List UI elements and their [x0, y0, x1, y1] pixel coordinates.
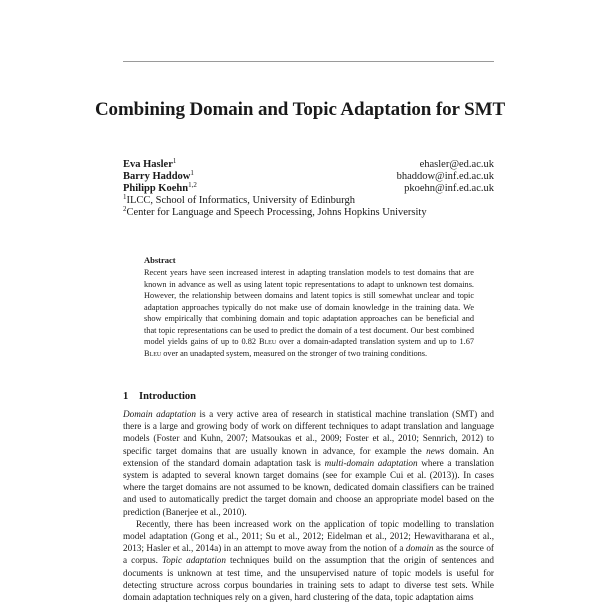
introduction-body — [123, 408, 494, 603]
paragraph-text: as the source of a corpus. — [123, 543, 494, 566]
section-heading — [123, 391, 196, 402]
author-email[interactable]: ehasler@ed.ac.uk — [419, 159, 494, 170]
emphasis: Topic adaptation — [161, 555, 226, 566]
author-block — [123, 159, 494, 219]
author-row — [123, 159, 494, 171]
paragraph-text: domain. An extension of the standard domain adaptation task is — [123, 445, 494, 468]
affiliation-text: ILCC, School of Informatics, University of Edinburgh — [126, 195, 355, 206]
section-title: Introduction — [139, 391, 196, 402]
affiliation-mark: 2 — [123, 205, 127, 213]
section-number: 1 — [123, 391, 129, 402]
paragraph — [123, 408, 494, 518]
abstract-text: over a domain-adapted translation system and up to 1.67 — [276, 337, 474, 346]
affiliation-text: Center for Language and Speech Processing, Johns Hopkins University — [126, 207, 427, 218]
author-email[interactable]: bhaddow@inf.ed.ac.uk — [396, 171, 494, 182]
paragraph-text: techniques build on the assumption that the origin of sentences and documents is unknown at test time, and the unsupervised nature of topic models is useful for detecting structure across corpus boundaries in training sets to adapt to diverse test sets. While domain adaptation techniques rely on a given, hard clustering of the data, topic adaptation aims — [123, 555, 495, 603]
emphasis: multi-domain adaptation — [324, 457, 418, 468]
author-email[interactable]: pkoehn@inf.ed.ac.uk — [404, 183, 494, 194]
emphasis: news — [426, 445, 445, 456]
paper-title: Combining Domain and Topic Adaptation for SMT — [94, 99, 506, 120]
abstract-body — [144, 267, 474, 359]
abstract-text: Recent years have seen increased interest in adapting translation models to test domains that are known in advance as well as using latent topic representations to adapt to unknown test domains. However, the relationship between domains and latent topics is still somewhat unclear and topic adaptation approaches typically do not make use of domain knowledge in the training data. We show empirically that combining domain and topic adaptation approaches can be beneficial and that topic representations can be used to predict the domain of a test document. Our best combined model yields gains of up to 0.82 — [144, 268, 474, 346]
paragraph — [123, 518, 494, 603]
author-affiliation-mark: 1,2 — [188, 181, 197, 189]
emphasis: Domain adaptation — [123, 409, 196, 419]
bleu-metric: Bleu — [144, 348, 162, 358]
paragraph-text: where a translation system is adapted to several known target domains (see for example Cui et al. (2013)). In cases where the target domains are not assumed to be known, dedicated domain classifiers can be trained and used to automatically predict the target domain and choose an appropriate model based on the prediction (Banerjee et al., 2010). — [123, 457, 494, 517]
abstract-heading: Abstract — [144, 255, 176, 265]
affiliation-line — [123, 207, 494, 219]
affiliation-line — [123, 195, 494, 207]
author-row — [123, 183, 494, 195]
author-name: Philipp Koehn — [123, 183, 189, 194]
abstract-text: over an unadapted system, measured on the stronger of two training conditions. — [161, 348, 428, 358]
header-rule — [123, 61, 494, 62]
author-name: Eva Hasler — [123, 159, 173, 170]
paragraph-text: is a very active area of research in statistical machine translation (SMT) and there is a large and growing body of work on different techniques to adapt translation and language models (Foster and Kuhn, 2007; Matsoukas et al., 2009; Foster et al., 2010; Sennrich, 2012) to specific target domains that are usually known in advance, for example the — [123, 409, 494, 456]
paragraph-text: Recently, there has been increased work on the application of topic modelling to translation model adaptation (Gong et al., 2011; Su et al., 2012; Eidelman et al., 2012; Hewavitharana et al., 2013; Hasler et al., 2014a) in an attempt to move away from the notion of a — [123, 518, 494, 554]
author-name: Barry Haddow — [123, 171, 191, 182]
affiliation-mark: 1 — [123, 193, 127, 201]
author-affiliation-mark: 1 — [190, 169, 194, 177]
author-affiliation-mark: 1 — [172, 157, 177, 165]
author-row — [123, 171, 494, 183]
bleu-metric: Bleu — [258, 337, 277, 346]
emphasis: domain — [405, 543, 434, 554]
